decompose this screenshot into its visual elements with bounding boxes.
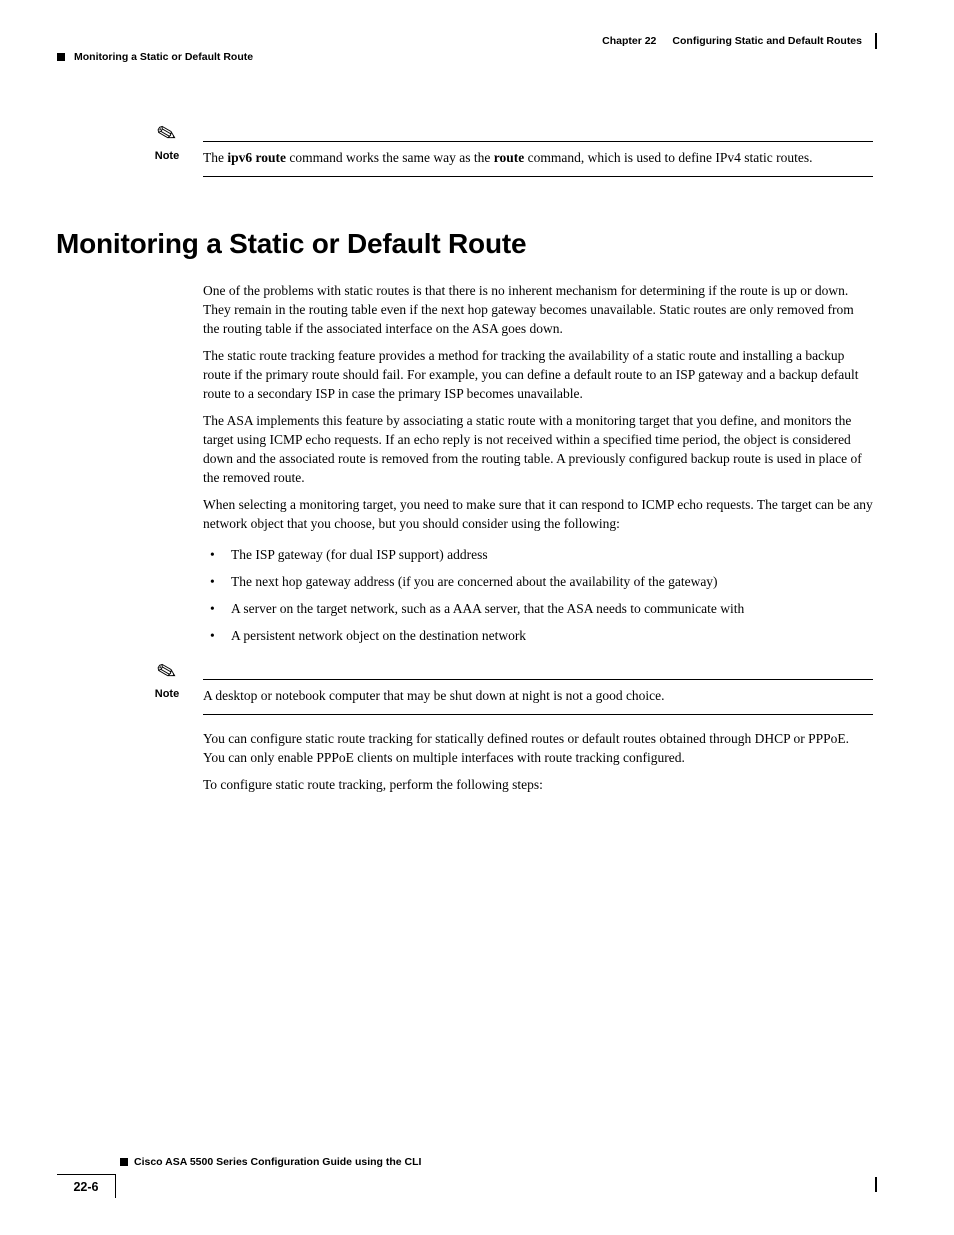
- note-pencil-icon: ✎: [153, 119, 181, 151]
- note-text-bold-segment: route: [493, 150, 525, 165]
- bullet-item: • The next hop gateway address (if you are concerned about the availability of the gateway): [203, 572, 873, 591]
- page-title: Monitoring a Static or Default Route: [56, 228, 527, 259]
- note-rule-bottom: [203, 714, 873, 715]
- page-number: 22-6: [57, 1174, 116, 1198]
- paragraph: You can configure static route tracking for statically defined routes or default routes obtained through DHCP or PPPoE. You can only enable PPPoE clients on multiple interfaces with route tracking configured.: [203, 731, 849, 765]
- paragraph: To configure static route tracking, perform the following steps:: [203, 777, 543, 792]
- footer-marker-square: [120, 1158, 128, 1166]
- section-marker-square: [57, 53, 65, 61]
- running-header-chapter: [602, 35, 862, 47]
- running-header-section: [57, 51, 253, 63]
- bullet-item: • The ISP gateway (for dual ISP support) address: [203, 545, 873, 564]
- body-content: [203, 281, 873, 653]
- section-title: Monitoring a Static or Default Route: [74, 51, 254, 63]
- note-rule-bottom: [203, 176, 873, 177]
- note-gutter: [147, 119, 187, 162]
- note-text: [203, 142, 873, 176]
- note-gutter: [147, 657, 187, 700]
- note-text-segment: The: [203, 150, 228, 165]
- footer-doc-title: [120, 1156, 421, 1168]
- note-text-bold-segment: ipv6 route: [227, 150, 287, 165]
- note-callout: [153, 657, 873, 715]
- paragraph: The ASA implements this feature by associating a static route with a monitoring target that you define, and monitors the target using ICMP echo requests. If an echo reply is not received within a specified time period, the object is considered down and the associated route is removed from the routing table. A previously configured backup route is used in place of the removed route.: [203, 413, 862, 485]
- paragraph: When selecting a monitoring target, you need to make sure that it can respond to ICMP echo requests. The target can be any network object that you choose, but you should consider using the following:: [203, 497, 873, 531]
- note-callout: [153, 119, 873, 177]
- note-text: A desktop or notebook computer that may be shut down at night is not a good choice.: [203, 688, 665, 703]
- body-content: [203, 729, 873, 802]
- footer-edge-bar: [875, 1177, 877, 1192]
- header-edge-bar: [875, 33, 877, 49]
- note-pencil-icon: ✎: [153, 657, 181, 689]
- bullet-item: • A server on the target network, such as a AAA server, that the ASA needs to communicate with: [203, 599, 873, 618]
- chapter-label: Chapter 22: [602, 35, 657, 47]
- bullet-item: • A persistent network object on the destination network: [203, 626, 873, 645]
- note-label: Note: [154, 150, 180, 162]
- paragraph: The static route tracking feature provides a method for tracking the availability of a static route and installing a backup route if the primary route should fail. For example, you can define a default route to an ISP gateway and a backup default route to a secondary ISP in case the primary ISP becomes unavailable.: [203, 348, 859, 401]
- bullet-list: [203, 545, 873, 645]
- paragraph: One of the problems with static routes is that there is no inherent mechanism for determining if the route is up or down. They remain in the routing table even if the next hop gateway becomes unavailable. Static routes are only removed from the routing table if the associated interface on the ASA goes down.: [203, 283, 854, 336]
- note-text-segment: command, which is used to define IPv4 static routes.: [524, 150, 813, 165]
- note-text-segment: command works the same way as the: [286, 150, 494, 165]
- chapter-title: Configuring Static and Default Routes: [672, 35, 862, 47]
- footer-doc-title-text: Cisco ASA 5500 Series Configuration Guide using the CLI: [134, 1156, 422, 1168]
- note-label: Note: [154, 688, 180, 700]
